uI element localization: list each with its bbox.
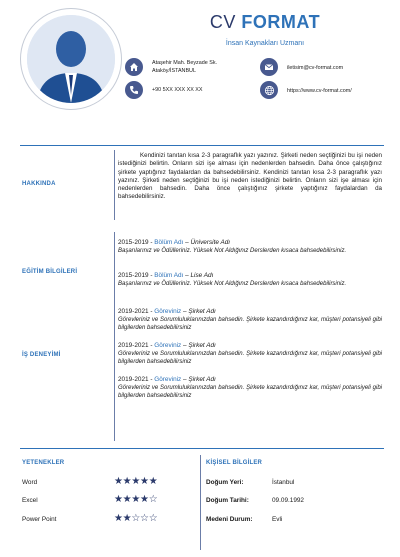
- personal-label: Doğum Tarihi:: [206, 497, 249, 504]
- experience-description: Görevleriniz ve Sorumluluklarınızdan bahsedin. Şirkete kazandırdığınız kar, müşteri potansiyeli gibi bilgilerden bahsedebilirsiniz: [118, 317, 382, 331]
- personal-value: Evli: [272, 516, 283, 523]
- education-item: 2015-2019 - Bölüm Adı – Üniversite Adı Başarılarınız ve Ödülleriniz. Yüksek Not Aldığınız Derslerden kısaca bahsedebilirsiniz.: [118, 239, 382, 255]
- globe-icon: [260, 81, 278, 99]
- about-divider: [114, 150, 115, 220]
- skills-section-title: YETENEKLER: [22, 460, 65, 466]
- star-empty-icon: ☆: [148, 513, 158, 524]
- email-address: iletisim@cv-format.com: [287, 65, 344, 71]
- job-title: İnsan Kaynakları Uzmanı: [225, 40, 305, 47]
- star-empty-icon: ☆: [131, 513, 141, 524]
- education-item: 2015-2019 - Bölüm Adı – Lise Adı Başarılarınız ve Ödülleriniz. Yüksek Not Aldığınız Derslerden kısaca bahsedebilirsiniz.: [118, 272, 382, 288]
- star-empty-icon: ☆: [148, 494, 158, 505]
- phone-icon: [125, 81, 143, 99]
- education-school: Lise Adı: [190, 272, 214, 279]
- education-school: Üniversite Adı: [190, 239, 231, 246]
- personal-label: Doğum Yeri:: [206, 479, 244, 486]
- education-section-title: EĞİTİM BİLGİLERİ: [22, 269, 78, 275]
- star-filled-icon: ★: [122, 494, 132, 505]
- experience-years: 2019-2021: [118, 308, 149, 315]
- name-part-1: CV: [209, 12, 242, 32]
- skill-rating-stars: [114, 514, 157, 524]
- skill-rating-stars: [114, 477, 157, 487]
- cv-name: [150, 12, 380, 33]
- personal-value: 09.09.1992: [272, 497, 304, 504]
- star-filled-icon: ★: [114, 476, 123, 487]
- star-empty-icon: ☆: [140, 513, 149, 524]
- mail-icon: [260, 58, 278, 76]
- personal-section-title: KİŞİSEL BİLGİLER: [206, 460, 263, 466]
- star-filled-icon: ★: [114, 494, 123, 505]
- skill-name: Excel: [22, 497, 38, 504]
- star-filled-icon: ★: [140, 476, 149, 487]
- name-part-2: FORMAT: [241, 12, 321, 32]
- education-department: Bölüm Adı: [154, 239, 184, 246]
- experience-description: Görevleriniz ve Sorumluluklarınızdan bahsedin. Şirkete kazandırdığınız kar, müşteri potansiyeli gibi bilgilerden bahsedebilirsiniz: [118, 385, 382, 399]
- education-years: 2015-2019: [118, 239, 149, 246]
- star-filled-icon: ★: [131, 494, 141, 505]
- experience-item: 2019-2021 - Göreviniz – Şirket Adı Görevleriniz ve Sorumluluklarınızdan bahsedin. Şirkete kazandırdığınız kar, müşteri potansiyeli gibi bilgilerden bahsedebilirsiniz: [118, 376, 382, 399]
- education-divider: [114, 232, 115, 310]
- home-icon: [125, 58, 143, 76]
- personal-value: İstanbul: [272, 479, 295, 486]
- experience-divider: [114, 303, 115, 441]
- header-divider: [20, 145, 384, 146]
- skill-name: Power Point: [22, 516, 57, 523]
- profile-photo: [27, 15, 115, 103]
- star-filled-icon: ★: [140, 494, 149, 505]
- experience-company: Şirket Adı: [188, 376, 216, 383]
- experience-role: Göreviniz: [154, 376, 182, 383]
- experience-company: Şirket Adı: [188, 342, 216, 349]
- star-filled-icon: ★: [122, 513, 132, 524]
- experience-years: 2019-2021: [118, 376, 149, 383]
- experience-company: Şirket Adı: [188, 308, 216, 315]
- star-filled-icon: ★: [122, 476, 132, 487]
- address: [152, 59, 217, 75]
- experience-description: Görevleriniz ve Sorumluluklarınızdan bahsedin. Şirkete kazandırdığınız kar, müşteri potansiyeli gibi bilgilerden bahsedebilirsiniz: [118, 351, 382, 365]
- skill-rating-stars: [114, 495, 157, 505]
- skill-name: Word: [22, 479, 38, 486]
- phone-number: +90 5XX XXX XX XX: [152, 87, 203, 93]
- experience-role: Göreviniz: [154, 308, 182, 315]
- person-silhouette-icon: [27, 15, 115, 103]
- experience-item: 2019-2021 - Göreviniz – Şirket Adı Görevleriniz ve Sorumluluklarınızdan bahsedin. Şirkete kazandırdığınız kar, müşteri potansiyeli gibi bilgilerden bahsedebilirsiniz: [118, 342, 382, 365]
- experience-item: 2019-2021 - Göreviniz – Şirket Adı Görevleriniz ve Sorumluluklarınızdan bahsedin. Şirkete kazandırdığınız kar, müşteri potansiyeli gibi bilgilerden bahsedebilirsiniz: [118, 308, 382, 331]
- education-description: Başarılarınız ve Ödülleriniz. Yüksek Not Aldığınız Derslerden kısaca bahsedebilirsiniz.: [118, 281, 347, 287]
- website-url: https://www.cv-format.com/: [287, 88, 352, 94]
- experience-role: Göreviniz: [154, 342, 182, 349]
- footer-divider: [20, 448, 384, 449]
- star-filled-icon: ★: [131, 476, 141, 487]
- experience-years: 2019-2021: [118, 342, 149, 349]
- experience-section-title: İŞ DENEYİMİ: [22, 352, 61, 358]
- address-line-2: Ataköy/İSTANBUL: [152, 68, 196, 74]
- address-line-1: Ataşehir Mah. Beyzade Sk.: [152, 60, 218, 66]
- education-description: Başarılarınız ve Ödülleriniz. Yüksek Not Aldığınız Derslerden kısaca bahsedebilirsiniz.: [118, 248, 347, 254]
- education-department: Bölüm Adı: [154, 272, 184, 279]
- skills-personal-divider: [200, 455, 201, 550]
- star-filled-icon: ★: [114, 513, 123, 524]
- about-text: Kendinizi tanıtan kısa 2-3 paragraflık yazı yazınız. Şirketi neden seçtiğinizi bu işi neden istediğinizi belirtin. Onların sizi işe alması için nedenlerden bahsedin. Daha önce çalıştığınız şirkete yaptığınız faydalardan da bahsedebilirsiniz. Kendinizi tanıtan kısa 2-3 paragraflık yazı yazınız. Şirketi neden seçtiğinizi bu işi neden istediğinizi belirtin. Onların sizi işe alması için nedenlerden bahsedin. Daha önce çalıştığınız şirkete yaptığınız faydalardan da bahsedebilirsiniz.: [118, 152, 382, 201]
- personal-label: Medeni Durum:: [206, 516, 253, 523]
- about-section-title: HAKKINDA: [22, 181, 56, 187]
- education-years: 2015-2019: [118, 272, 149, 279]
- star-filled-icon: ★: [148, 476, 158, 487]
